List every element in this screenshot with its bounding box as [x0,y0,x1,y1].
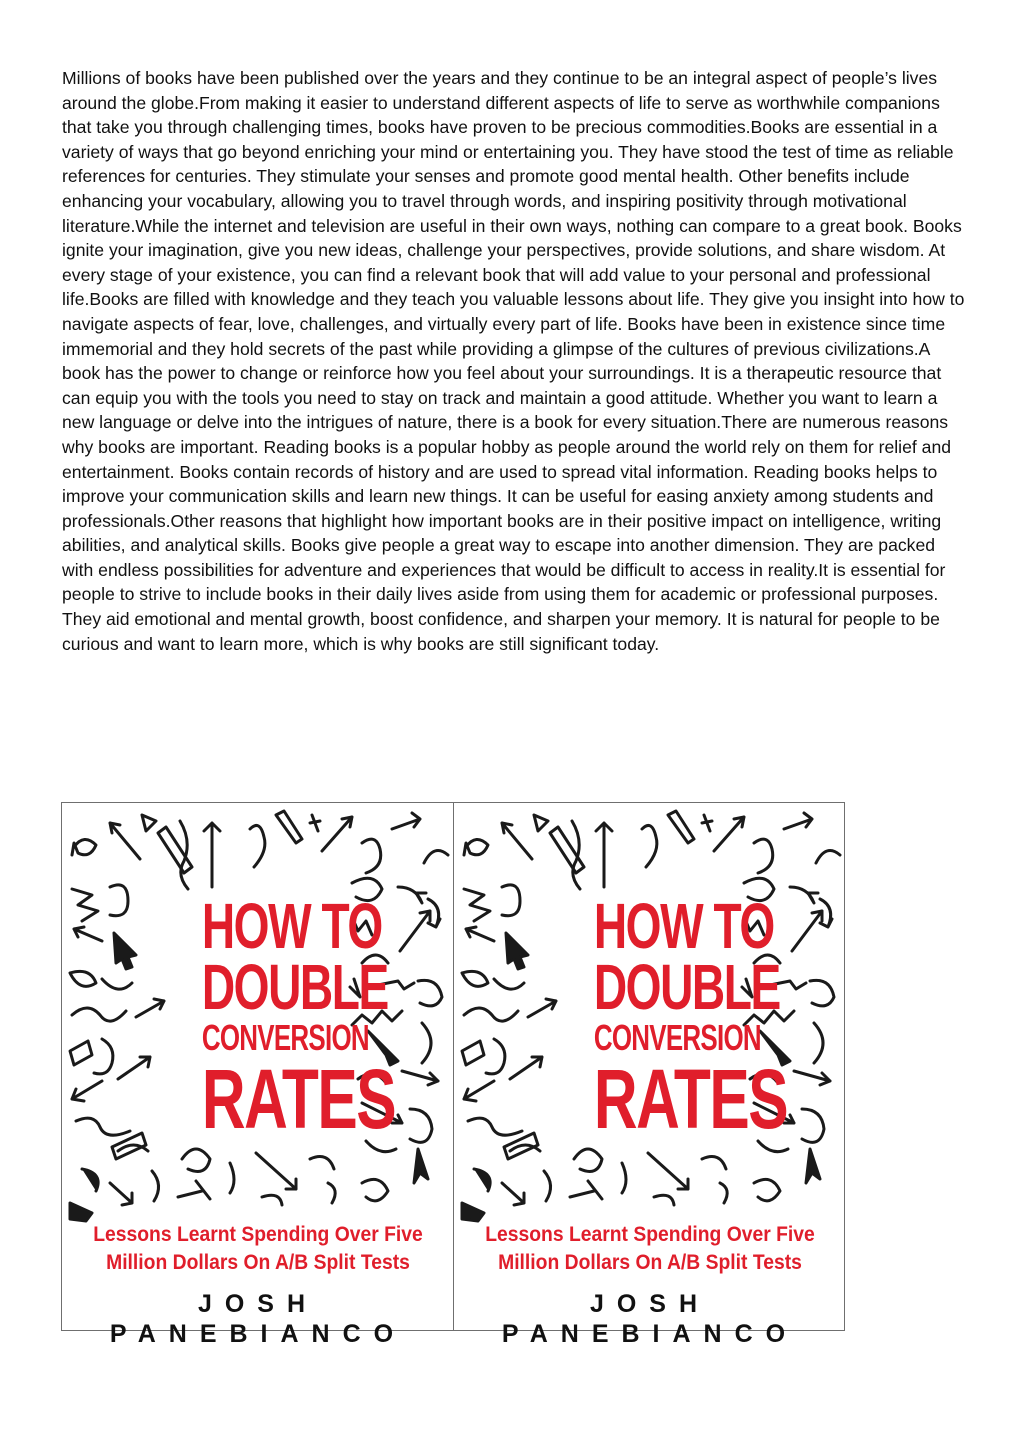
book-subtitle [87,1221,429,1277]
book-subtitle [479,1221,821,1277]
subtitle-line-1: Lessons Learnt Spending Over Five [93,1223,423,1246]
book-cover-right [453,803,844,1348]
book-author: JOSH PANEBIANCO [501,1290,799,1348]
title-line-4: RATES [593,1052,788,1146]
title-line-2: DOUBLE [593,951,780,1023]
body-paragraph: Millions of books have been published over the years and they continue to be an integral aspect of people’s lives around the globe.From making it easier to understand different aspects of life to serve as worthwhile companions that take you through challenging times, books have proven to be precious commodities.Books are essential in a variety of ways that go beyond enriching your mind or entertaining you. They have stood the test of time as reliable references for centuries. They stimulate your senses and promote good mental health. Other benefits include enhancing your vocabulary, allowing you to travel through words, and inspiring positivity through motivational literature.While the internet and television are useful in their own ways, nothing can compare to a great book. Books ignite your imagination, give you new ideas, challenge your perspectives, provide solutions, and share wisdom. At every stage of your existence, you can find a relevant book that will add value to your personal and professional life.Books are filled with knowledge and they teach you valuable lessons about life. They give you insight into how to navigate aspects of fear, love, challenges, and virtually every part of life. Books have been in existence since time immemorial and they hold secrets of the past while providing a glimpse of the cultures of previous civilizations.A book has the power to change or reinforce how you feel about your surroundings. It is a therapeutic resource that can equip you with the tools you need to stay on track and maintain a good attitude. Whether you want to learn a new language or delve into the intrigues of nature, there is a book for every situation.There are numerous reasons why books are important. Reading books is a popular hobby as people around the world rely on them for relief and entertainment. Books contain records of history and are used to spread vital information. Reading books helps to improve your communication skills and learn new things. It can be useful for easing anxiety among students and professionals.Other reasons that highlight how important books are in their positive impact on intelligence, writing abilities, and analytical skills. Books give people a great way to escape into another dimension. They are packed with endless possibilities for adventure and experiences that would be difficult to access in reality.It is essential for people to strive to include books in their daily lives aside from using them for academic or professional purposes. They aid emotional and mental growth, boost confidence, and sharpen your memory. It is natural for people to be curious and want to learn more, which is why books are still significant today. [62,68,965,654]
title-line-1: HOW TO [201,890,382,962]
book-title [180,890,396,1146]
book-author: JOSH PANEBIANCO [109,1290,407,1348]
book-cover-left [62,803,453,1348]
book-cover-pair [61,802,845,1348]
title-line-3: CONVERSION [593,1017,761,1058]
title-line-2: DOUBLE [201,951,388,1023]
subtitle-line-1: Lessons Learnt Spending Over Five [485,1223,815,1246]
book-title [572,890,788,1146]
title-line-3: CONVERSION [201,1017,369,1058]
subtitle-line-2: Million Dollars On A/B Split Tests [106,1251,410,1274]
title-line-1: HOW TO [593,890,774,962]
subtitle-line-2: Million Dollars On A/B Split Tests [498,1251,802,1274]
title-line-4: RATES [201,1052,396,1146]
